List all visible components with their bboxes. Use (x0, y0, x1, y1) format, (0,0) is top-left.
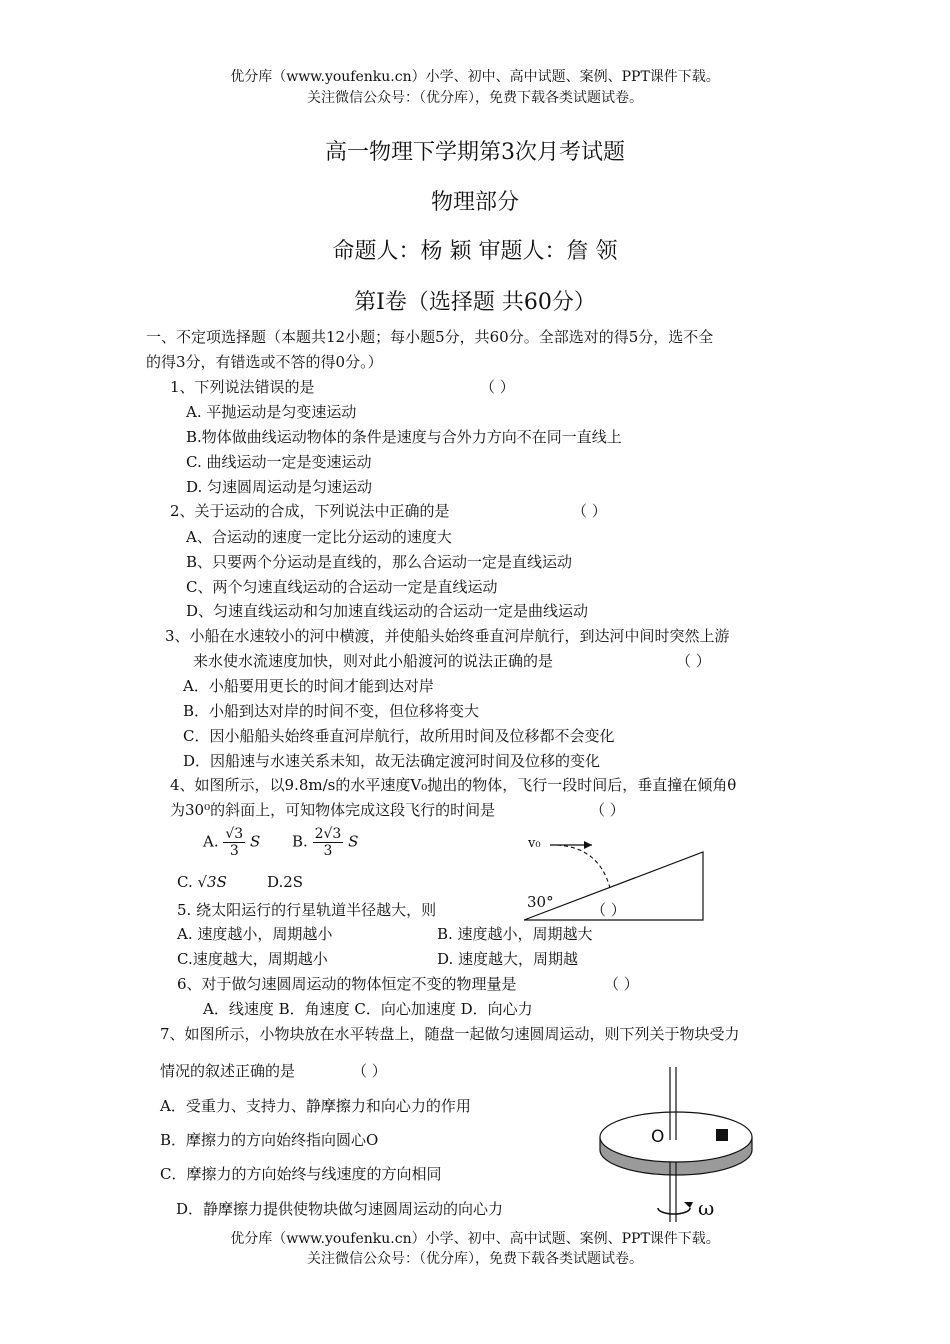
header-line-2: 关注微信公众号：（优分库），免费下载各类试题试卷。 (307, 90, 643, 106)
q5-answer-blank: （ ） (591, 901, 626, 919)
q1-answer-blank: （ ） (480, 378, 515, 396)
q7-stem-line-1: 7、如图所示，小物块放在水平转盘上，随盘一起做匀速圆周运动，则下列关于物块受力 (160, 1025, 740, 1043)
footer-line-2: 关注微信公众号：（优分库），免费下载各类试题试卷。 (307, 1251, 643, 1267)
q3-option-a: A．小船要用更长的时间才能到达对岸 (183, 677, 434, 695)
q7-option-d: D．静摩擦力提供使物块做匀速圆周运动的向心力 (176, 1200, 504, 1218)
q3-stem-line-1: 3、小船在水速较小的河中横渡，并使船头始终垂直河岸航行，到达河中间时突然上游 (165, 627, 730, 645)
q3-stem-line-2: 来水使水流速度加快，则对此小船渡河的说法正确的是 (193, 652, 554, 670)
q4-option-b-label: B. (292, 832, 308, 851)
q5-option-c: C.速度越大，周期越小 (177, 950, 328, 968)
omega-label: ω (698, 1196, 715, 1220)
velocity-arrowhead (584, 841, 592, 849)
q7-option-b: B．摩擦力的方向始终指向圆心O (160, 1131, 379, 1149)
q4-option-a-denominator: 3 (229, 843, 239, 859)
q5-option-a: A. 速度越小，周期越小 (177, 925, 333, 943)
q4-option-d: D.2S (267, 873, 304, 891)
q4-option-b (292, 826, 358, 859)
q4-answer-blank: （ ） (590, 801, 625, 819)
q1-option-d: D. 匀速圆周运动是匀速运动 (186, 478, 373, 496)
q4-option-a-numerator: √3 (225, 826, 244, 842)
q4-option-c-value: √3S (197, 873, 227, 891)
q7-option-a: A．受重力、支持力、静摩擦力和向心力的作用 (160, 1097, 471, 1115)
v0-label: v₀ (528, 836, 541, 851)
q3-option-d: D．因船速与水速关系未知，故无法确定渡河时间及位移的变化 (183, 752, 601, 770)
angle-label: 30° (527, 893, 554, 911)
q3-option-b: B．小船到达对岸的时间不变，但位移将变大 (183, 702, 480, 720)
q4-option-b-unit: S (348, 832, 359, 851)
section-title: 物理部分 (430, 190, 519, 215)
block-square (716, 1129, 728, 1141)
q4-option-b-fraction (313, 826, 344, 859)
q4-stem-line-2: 为30⁰的斜面上，可知物体完成这段飞行的时间是 (170, 801, 496, 819)
part-title: 第Ⅰ卷（选择题 共60分） (354, 290, 596, 315)
q7-option-c: C．摩擦力的方向始终与线速度的方向相同 (160, 1165, 442, 1183)
instructions-line-2: 的得3分，有错选或不答的得0分。） (146, 353, 383, 371)
q3-answer-blank: （ ） (676, 652, 711, 670)
q6-options: A．线速度 B．角速度 C．向心加速度 D．向心力 (203, 1000, 533, 1018)
q2-answer-blank: （ ） (572, 502, 607, 520)
exam-title: 高一物理下学期第3次月考试题 (325, 140, 625, 165)
q2-option-b: B、只要两个分运动是直线的，那么合运动一定是直线运动 (186, 553, 573, 571)
q1-option-c: C. 曲线运动一定是变速运动 (186, 453, 372, 471)
q6-answer-blank: （ ） (604, 975, 639, 993)
q5-option-b: B. 速度越小，周期越大 (437, 925, 593, 943)
q5-stem: 5. 绕太阳运行的行星轨道半径越大，则 (177, 901, 437, 919)
q1-option-a: A. 平抛运动是匀变速运动 (186, 403, 357, 421)
q6-stem: 6、对于做匀速圆周运动的物体恒定不变的物理量是 (177, 975, 517, 993)
instructions-line-1: 一、不定项选择题（本题共12小题；每小题5分，共60分。全部选对的得5分，选不全 (146, 328, 714, 346)
q4-option-a-unit: S (250, 832, 261, 851)
authors-line: 命题人：杨 颖 审题人：詹 领 (332, 239, 618, 264)
rotation-arrowhead (684, 1202, 693, 1208)
q1-stem: 1、下列说法错误的是 (170, 378, 315, 396)
turntable-figure (592, 1062, 762, 1234)
trajectory-path (550, 845, 610, 888)
center-o-label: O (651, 1127, 665, 1147)
q4-option-a (203, 826, 260, 859)
q2-option-d: D、匀速直线运动和匀加速直线运动的合运动一定是曲线运动 (186, 602, 589, 620)
q2-option-c: C、两个匀速直线运动的合运动一定是直线运动 (186, 578, 498, 596)
q4-option-a-fraction (223, 826, 245, 859)
rotation-arrow (658, 1208, 690, 1214)
q7-stem-line-2: 情况的叙述正确的是 (160, 1062, 296, 1080)
q2-stem: 2、关于运动的合成，下列说法中正确的是 (170, 502, 450, 520)
q4-option-c-label: C. (177, 873, 193, 891)
q4-option-a-label: A. (203, 832, 219, 851)
q4-option-c (177, 873, 227, 891)
q1-option-b: B.物体做曲线运动物体的条件是速度与合外力方向不在同一直线上 (186, 428, 622, 446)
q2-option-a: A、合运动的速度一定比分运动的速度大 (186, 528, 452, 546)
q4-option-b-numerator: 2√3 (314, 826, 342, 842)
q3-option-c: C．因小船船头始终垂直河岸航行，故所用时间及位移都不会变化 (183, 727, 615, 745)
header-line-1: 优分库（www.youfenku.cn）小学、初中、高中试题、案例、PPT课件下载。 (230, 69, 720, 85)
q5-option-d: D. 速度越大，周期越 (437, 950, 579, 968)
q4-option-b-denominator: 3 (323, 843, 333, 859)
q4-stem-line-1: 4、如图所示，以9.8m/s的水平速度V₀抛出的物体，飞行一段时间后，垂直撞在倾角θ (170, 776, 737, 794)
q7-answer-blank: （ ） (352, 1062, 387, 1080)
footer-line-1: 优分库（www.youfenku.cn）小学、初中、高中试题、案例、PPT课件下载。 (230, 1231, 720, 1247)
